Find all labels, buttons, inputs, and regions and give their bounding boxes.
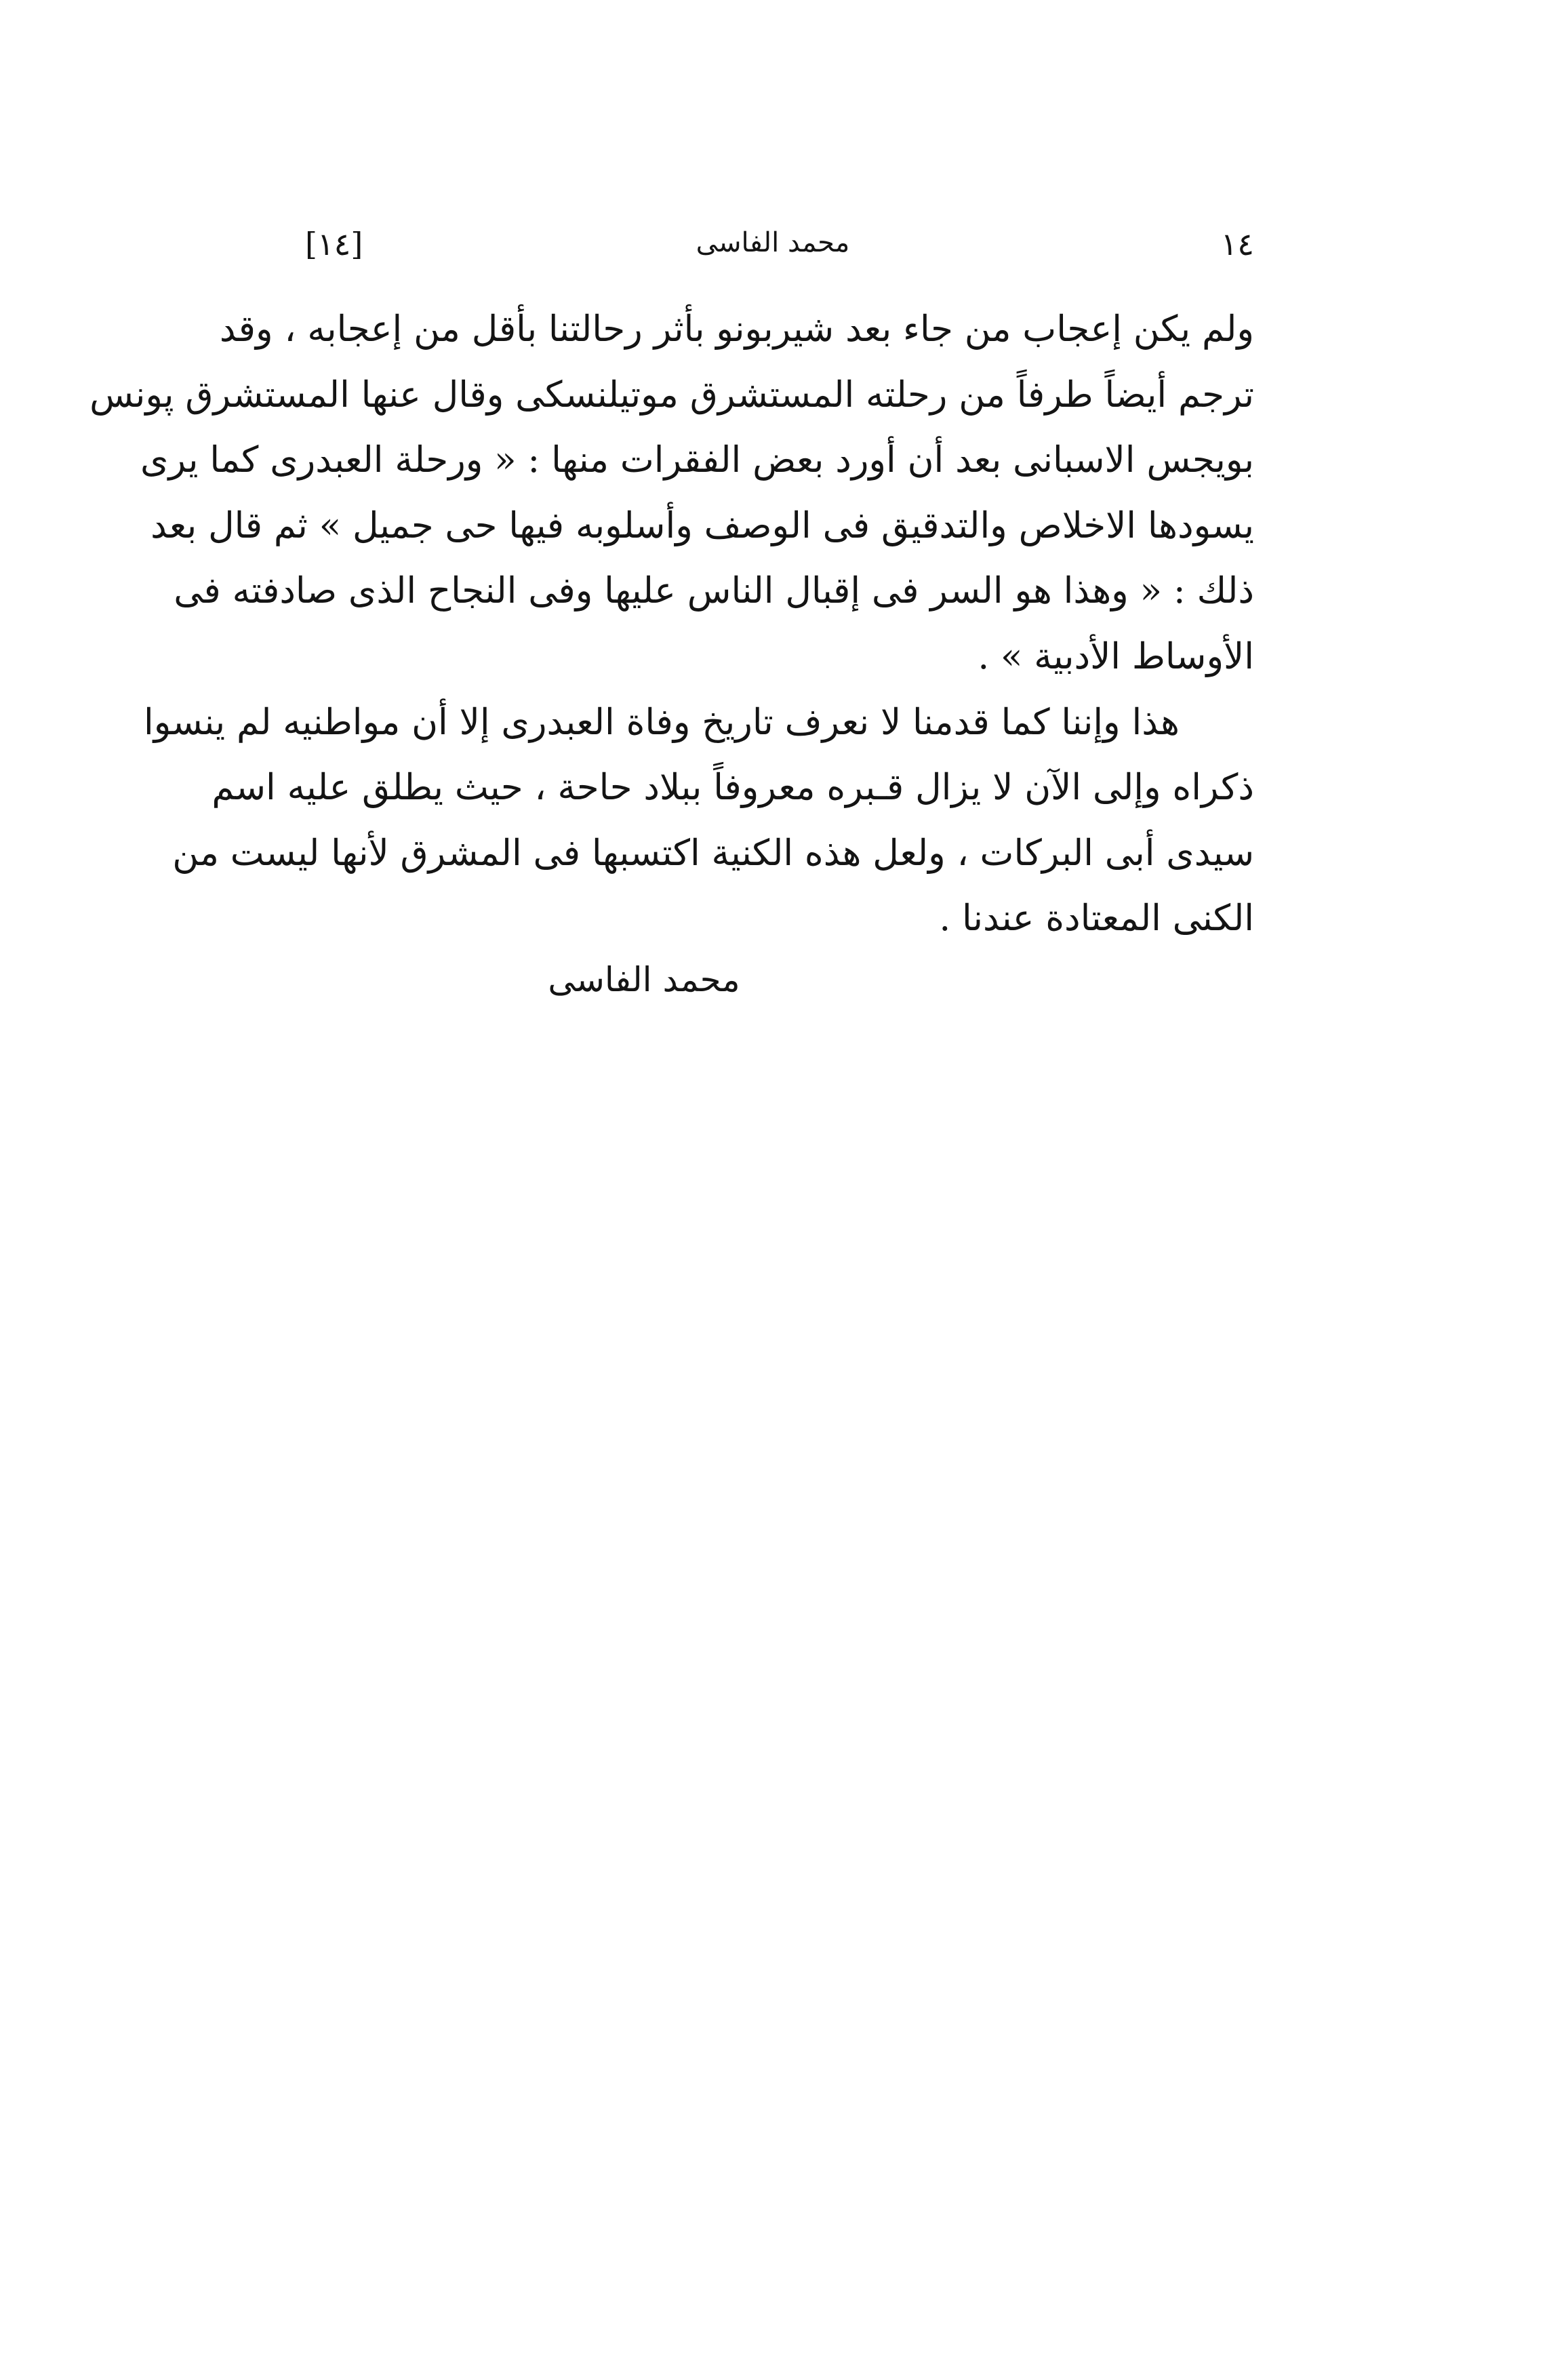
text-line: هذا وإننا كما قدمنا لا نعرف تاريخ وفاة العبدرى إلا أن مواطنيه لم ينسوا xyxy=(143,701,1180,743)
text-line: سيدى أبى البركات ، ولعل هذه الكنية اكتسبها فى المشرق لأنها ليست من xyxy=(172,832,1254,874)
text-line: الأوساط الأدبية » . xyxy=(978,635,1254,677)
text-line: ولم يكن إعجاب من جاء بعد شيربونو بأثر رحالتنا بأقل من إعجابه ، وقد xyxy=(219,308,1254,350)
text-line: ذلك : « وهذا هو السر فى إقبال الناس عليها وفى النجاح الذى صادفته فى xyxy=(174,570,1254,612)
page-number: ١٤ xyxy=(1220,226,1254,262)
text-line: الكنى المعتادة عندنا . xyxy=(939,898,1254,940)
page-header xyxy=(292,203,1254,271)
text-line: ترجم أيضاً طرفاً من رحلته المستشرق موتيلنسكى وقال عنها المستشرق پونس xyxy=(89,374,1254,416)
text-line: بويجس الاسبانى بعد أن أورد بعض الفقرات منها : « ورحلة العبدرى كما يرى xyxy=(140,439,1254,481)
text-line: ذكراه وإلى الآن لا يزال قـبره معروفاً ببلاد حاحة ، حيث يطلق عليه اسم xyxy=(212,767,1254,809)
bracketed-page-number: [١٤] xyxy=(305,226,363,262)
body-text xyxy=(89,297,1254,952)
author-signature: محمد الفاسى xyxy=(548,960,740,999)
text-line: يسودها الاخلاص والتدقيق فى الوصف وأسلوبه فيها حى جميل » ثم قال بعد xyxy=(150,504,1254,546)
running-head: محمد الفاسى xyxy=(696,227,850,258)
